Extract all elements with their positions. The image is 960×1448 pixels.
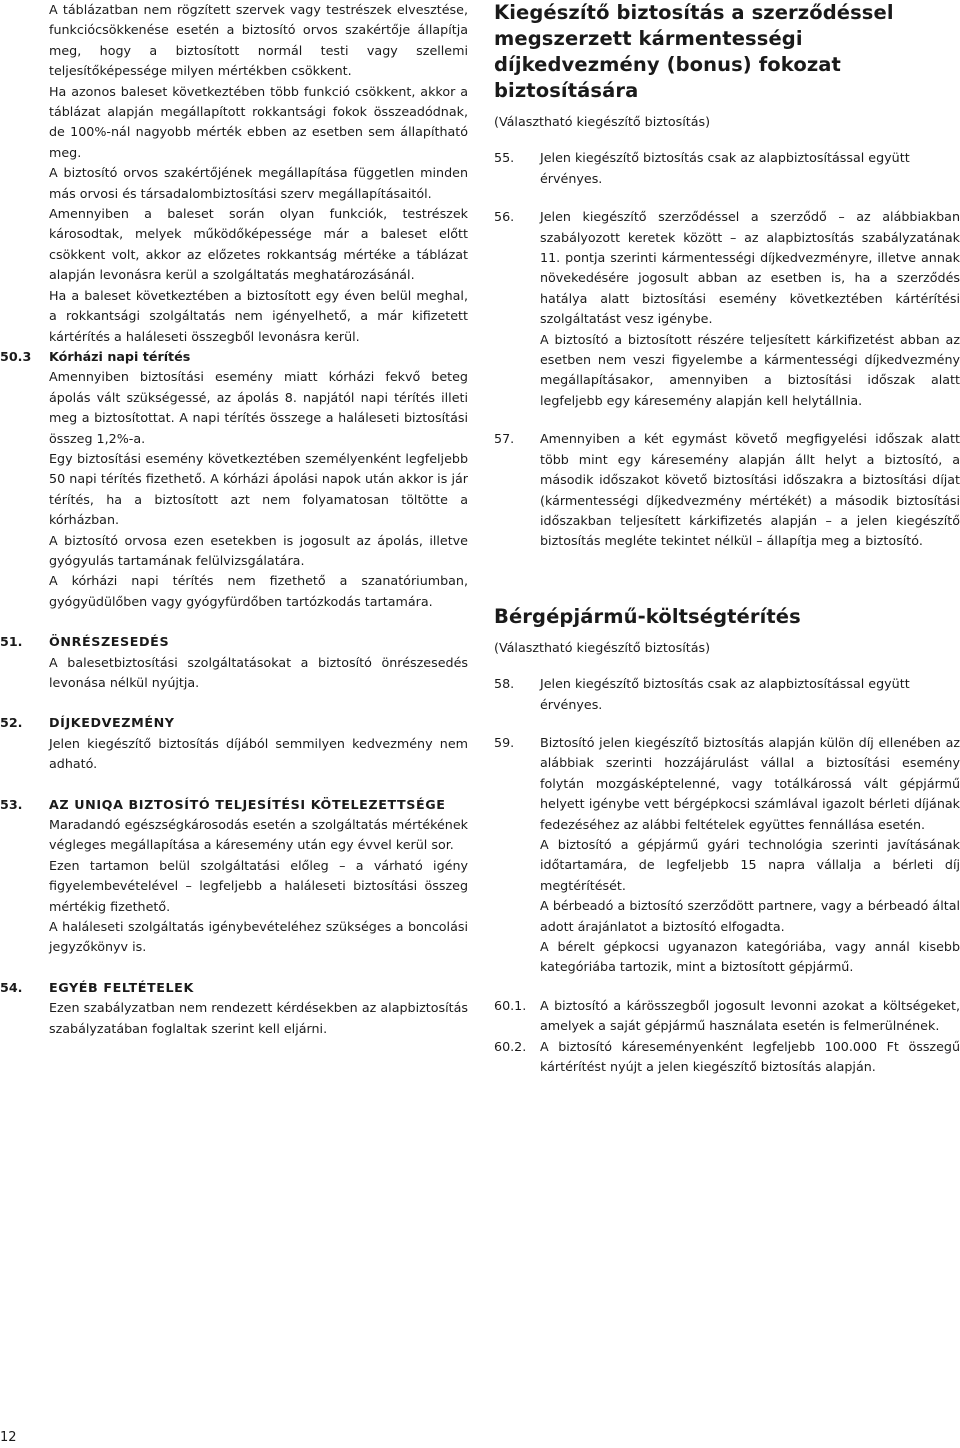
section-50-3 <box>0 347 468 612</box>
section-number: 57. <box>494 431 515 447</box>
section-55 <box>494 148 960 189</box>
section-number: 52. <box>0 715 23 731</box>
section-number: 50.3 <box>0 348 32 364</box>
section-para: A biztosító a biztosított részére teljesített kárkifizetést abban az esetben nem veszi figyelembe a kármentességi díjkedvezmény megállapításakor, amennyiben a biztosítási időszak alatt legfeljebb egy káresemény alapján kell helytállnia. <box>540 331 960 408</box>
section-title: ÖNRÉSZESEDÉS <box>49 634 170 650</box>
page-number: 12 <box>0 1430 17 1445</box>
intro-para-3: A biztosító orvos szakértőjének megállapítása független minden más orvosi és társadalombiztosítási szerv megállapításaitól. <box>49 165 468 201</box>
section-para: Jelen kiegészítő szerződéssel a szerződő – az alábbiakban szabályozott keretek között – az alapbiztosítás szabályzatának 11. pontja szerinti kármentességi díjkedvezményre, illetve annak növekedésére jogosult abban az esetben is, ha a szerződés hatálya alatt biztosítási esemény következtében kártérítési szolgáltatást vesz igénybe. <box>540 209 960 327</box>
section-number: 54. <box>0 979 23 995</box>
section-para: Jelen kiegészítő biztosítás csak az alapbiztosítással együtt érvényes. <box>540 150 910 186</box>
section-53 <box>0 795 468 958</box>
intro-para-1: A táblázatban nem rögzített szervek vagy testrészek elvesztése, funkciócsökkenése esetén a biztosító orvos szakértője állapítja meg, hogy a biztosított normál testi vagy szellemi teljesítőképessége milyen mértékben csökkent. <box>49 2 468 79</box>
section-para: Egy biztosítási esemény következtében személyenként legfeljebb 50 napi térítés fizethető. A kórházi ápolási napok után akkor is jár térítés, ha a biztosított azt nem folyamatosan töltötte a kórházban. <box>49 450 468 528</box>
section-para: A balesetbiztosítási szolgáltatásokat a biztosító önrészesedés levonása nélkül nyújtja. <box>49 654 468 690</box>
section-number: 56. <box>494 209 515 225</box>
intro-block <box>0 0 468 347</box>
section-para: Amennyiben a két egymást követő megfigyelési időszak alatt több mint egy káresemény alapján állt helyt a biztosító, a második időszakot követő biztosítási időszakra a biztosítási díjat (kármentességi díjkedvezmény mértékét) a második biztosítási időszakban teljesített kárkifizetés alapján – a jelen kiegészítő biztosítás megléte tekintet nélkül – állapítja meg a biztosító. <box>540 431 960 549</box>
section-para: A biztosító a kárösszegből jogosult levonni azokat a költségeket, amelyek a saját gépjármű használata esetén is felmerülnének. <box>540 997 960 1034</box>
section-para: Ezen tartamon belül szolgáltatási előleg – a várható igény figyelembevételével – legfeljebb a haláleseti biztosítási összeg mértékig fizethető. <box>49 857 468 914</box>
section-heading-rental: Bérgépjármű-költségtérítés <box>494 604 801 628</box>
section-title: Kórházi napi térítés <box>49 348 191 364</box>
section-para: A biztosító orvosa ezen esetekben is jogosult az ápolás, illetve gyógyulás tartamának felülvizsgálatára. <box>49 532 468 568</box>
section-51 <box>0 632 468 693</box>
section-para: Maradandó egészségkárosodás esetén a szolgáltatás mértékének végleges megállapítása a káresemény után egy évvel kerül sor. <box>49 817 468 853</box>
left-column <box>0 0 468 1039</box>
section-para: Ezen szabályzatban nem rendezett kérdésekben az alapbiztosítás szabályzatában foglaltak szerint kell eljárni. <box>49 1000 468 1036</box>
section-52 <box>0 713 468 774</box>
section-para: A biztosító a gépjármű gyári technológia szerinti javításának időtartamára, de legfeljebb 15 napra vállalja a bérleti díj megtérítését. <box>540 836 960 893</box>
section-54 <box>0 978 468 1039</box>
intro-para-4: Amennyiben a baleset során olyan funkciók, testrészek károsodtak, melyek működőképessége már a baleset előtt csökkent volt, akkor az előzetes rokkantság mértéke a táblázat alapján levonásra kerül a szolgáltatás meghatározásánál. <box>49 206 468 283</box>
section-60-1 <box>494 996 960 1037</box>
section-para: A bérbeadó a biztosító szerződött partnere, vagy a bérbeadó által adott árajánlatot a biztosító elfogadta. <box>540 898 960 934</box>
intro-para-5: Ha a baleset következtében a biztosított egy éven belül meghal, a rokkantsági szolgáltatás nem igényelhető, a már kifizetett kártérítés a haláleseti összegből levonásra kerül. <box>49 287 468 344</box>
section-title: EGYÉB FELTÉTELEK <box>49 979 194 995</box>
section-para: Biztosító jelen kiegészítő biztosítás alapján külön díj ellenében az alábbiak szerinti hozzájárulást vállal a biztosítási esemény folytán mozgásképtelenné, vagy totálkárossá vált gépjármű helyett igénybe vett bérgépkocsi számlával igazolt bérleti díjának fedezéséhez az alábbi feltételek együttes fennállása esetén. <box>540 734 960 832</box>
section-number: 59. <box>494 734 515 750</box>
section-number: 55. <box>494 150 515 166</box>
optional-note: (Választható kiegészítő biztosítás) <box>494 639 711 655</box>
right-column <box>494 0 960 1077</box>
section-number: 60.1. <box>494 997 527 1013</box>
section-59 <box>494 733 960 978</box>
section-heading-bonus: Kiegészítő biztosítás a szerződéssel megszerzett kármentességi díjkedvezmény (bonus) fokozat biztosítására <box>494 1 894 102</box>
section-number: 58. <box>494 676 515 692</box>
section-para: A bérelt gépkocsi ugyanazon kategóriába, vagy annál kisebb kategóriába tartozik, mint a biztosított gépjármű. <box>540 939 960 975</box>
optional-note: (Választható kiegészítő biztosítás) <box>494 114 711 129</box>
section-para: A haláleseti szolgáltatás igénybevételéhez szükséges a boncolási jegyzőkönyv is. <box>49 919 468 955</box>
section-60-2 <box>494 1037 960 1078</box>
intro-para-2: Ha azonos baleset következtében több funkció csökkent, akkor a táblázat alapján megállapított rokkantsági fokok összeadódnak, de 100%-nál nagyobb mérték ebben az esetben sem állapítható meg. <box>49 83 468 160</box>
section-para: A biztosító káreseményenként legfeljebb 100.000 Ft összegű kártérítést nyújt a jelen kiegészítő biztosítás alapján. <box>540 1038 960 1075</box>
section-title: AZ UNIQA BIZTOSÍTÓ TELJESÍTÉSI KÖTELEZETTSÉGE <box>49 796 446 812</box>
section-para: A kórházi napi térítés nem fizethető a szanatóriumban, gyógyüdülőben vagy gyógyfürdőben tartózkodás tartamára. <box>49 573 468 609</box>
section-57 <box>494 429 960 551</box>
section-para: Jelen kiegészítő biztosítás csak az alapbiztosítással együtt érvényes. <box>540 676 910 712</box>
section-para: Amennyiben biztosítási esemény miatt kórházi fekvő beteg ápolás vált szükségessé, az ápolás 8. napjától napi térítés illeti meg a biztosítottat. A napi térítés összege a haláleseti biztosítási összeg 1,2%-a. <box>49 369 468 446</box>
section-56 <box>494 207 960 411</box>
section-title: DÍJKEDVEZMÉNY <box>49 715 175 731</box>
section-number: 51. <box>0 634 23 650</box>
section-number: 60.2. <box>494 1038 527 1054</box>
section-para: Jelen kiegészítő biztosítás díjából semmilyen kedvezmény nem adható. <box>49 735 468 772</box>
section-number: 53. <box>0 796 23 812</box>
section-58 <box>494 674 960 715</box>
